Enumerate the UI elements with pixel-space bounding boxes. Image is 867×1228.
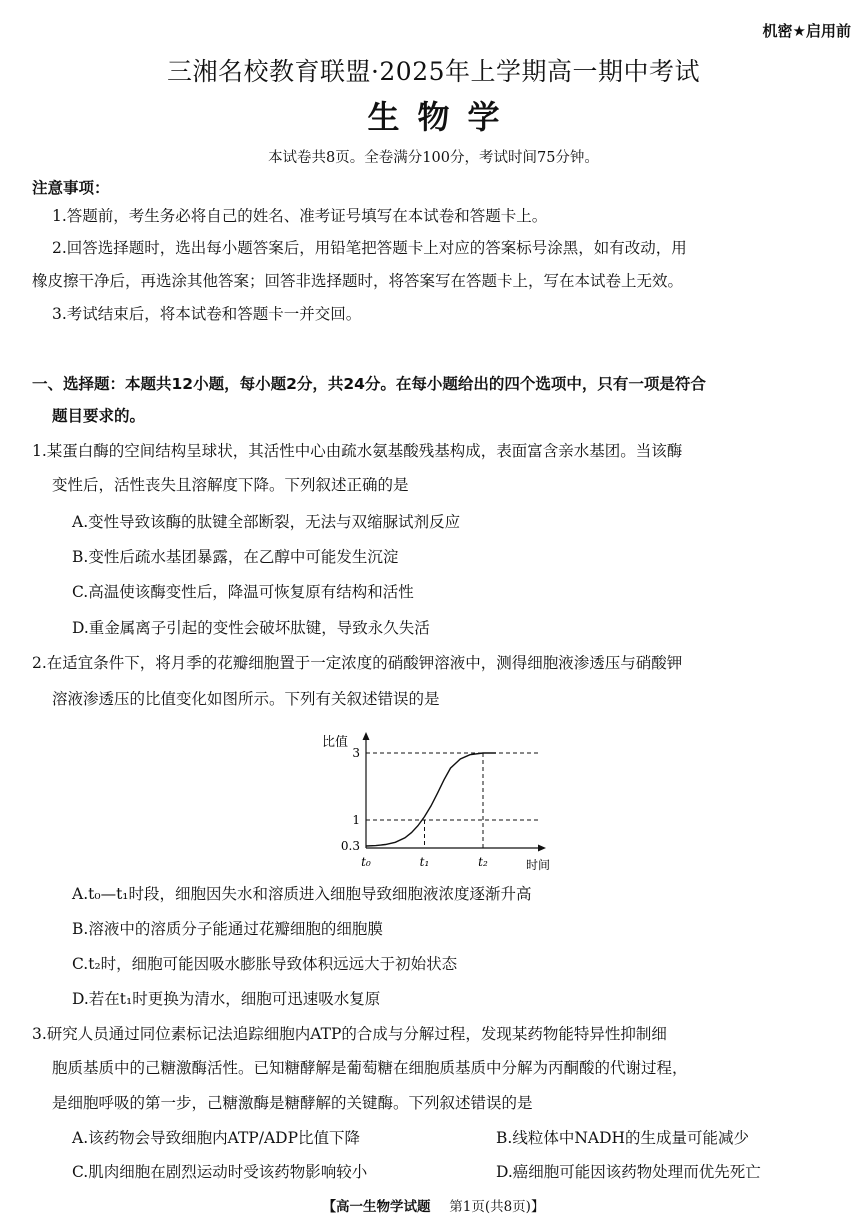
x-tick-label: t₂ <box>478 855 488 869</box>
y-tick-label: 3 <box>352 746 360 760</box>
x-axis-label: 时间 <box>526 858 551 872</box>
question-stem: 2.在适宜条件下，将月季的花瓣细胞置于一定浓度的硝酸钾溶液中，测得细胞液渗透压与硝酸钾 <box>32 654 683 672</box>
series-line <box>366 753 496 846</box>
footer-title: 【高一生物学试题 <box>322 1199 431 1215</box>
y-axis-label: 比值 <box>322 735 349 750</box>
option-a: A.该药物会导致细胞内ATP/ADP比值下降 <box>72 1129 361 1147</box>
option-d: D.重金属离子引起的变性会破坏肽键，导致永久失活 <box>72 619 430 637</box>
option-c: C.肌肉细胞在剧烈运动时受该药物影响较小 <box>72 1163 368 1181</box>
section-heading-cont: 题目要求的。 <box>52 407 146 425</box>
x-tick-label: t₁ <box>419 855 430 869</box>
option-d: D.若在t₁时更换为清水，细胞可迅速吸水复原 <box>72 990 381 1008</box>
section-heading: 一、选择题：本题共12小题，每小题2分，共24分。在每小题给出的四个选项中，只有一项是符合 <box>32 375 706 393</box>
note-item: 3.考试结束后，将本试卷和答题卡一并交回。 <box>52 305 362 323</box>
question-stem: 变性后，活性丧失且溶解度下降。下列叙述正确的是 <box>52 476 409 494</box>
question-stem: 1.某蛋白酶的空间结构呈球状，其活性中心由疏水氨基酸残基构成，表面富含亲水基团。当该酶 <box>32 442 683 460</box>
question-stem: 是细胞呼吸的第一步，己糖激酶是糖酵解的关键酶。下列叙述错误的是 <box>52 1094 533 1112</box>
option-c: C.高温使该酶变性后，降温可恢复原有结构和活性 <box>72 583 414 601</box>
option-b: B.变性后疏水基团暴露，在乙醇中可能发生沉淀 <box>72 548 399 566</box>
confidential-mark: 机密★启用前 <box>762 22 851 40</box>
option-b: B.溶液中的溶质分子能通过花瓣细胞的细胞膜 <box>72 920 383 938</box>
option-d: D.癌细胞可能因该药物处理而优先死亡 <box>496 1163 761 1181</box>
question-stem: 3.研究人员通过同位素标记法追踪细胞内ATP的合成与分解过程，发现某药物能特异性抑制细 <box>32 1025 667 1043</box>
option-b: B.线粒体中NADH的生成量可能减少 <box>496 1129 750 1147</box>
option-a: A.变性导致该酶的肽键全部断裂，无法与双缩脲试剂反应 <box>72 513 461 531</box>
option-a: A.t₀—t₁时段，细胞因失水和溶质进入细胞导致细胞液浓度逐渐升高 <box>72 885 532 903</box>
y-tick-label: 0.3 <box>340 839 360 853</box>
exam-title: 三湘名校教育联盟·2025年上学期高一期中考试 <box>166 57 701 86</box>
option-c: C.t₂时，细胞可能因吸水膨胀导致体积远远大于初始状态 <box>72 955 458 973</box>
subject-title: 生物学 <box>367 98 518 136</box>
exam-info: 本试卷共8页。全卷满分100分，考试时间75分钟。 <box>268 150 599 166</box>
y-tick-label: 1 <box>352 813 360 827</box>
chart-axes <box>363 732 547 852</box>
chart-guides <box>366 753 540 848</box>
page-footer <box>0 1195 867 1215</box>
note-item: 2.回答选择题时，选出每小题答案后，用铅笔把答题卡上对应的答案标号涂黑，如有改动，用 <box>52 239 687 257</box>
note-item: 1.答题前，考生务必将自己的姓名、准考证号填写在本试卷和答题卡上。 <box>52 207 548 225</box>
note-item: 橡皮擦干净后，再选涂其他答案；回答非选择题时，将答案写在答题卡上，写在本试卷上无效。 <box>32 272 684 290</box>
footer-page-number: 第1页(共8页)】 <box>449 1199 545 1215</box>
x-tick-label: t₀ <box>361 855 371 869</box>
osmotic-ratio-chart <box>300 726 570 876</box>
question-stem: 溶液渗透压的比值变化如图所示。下列有关叙述错误的是 <box>52 690 440 708</box>
notes-heading: 注意事项： <box>32 179 110 197</box>
question-stem: 胞质基质中的己糖激酶活性。已知糖酵解是葡萄糖在细胞质基质中分解为丙酮酸的代谢过程， <box>52 1059 688 1077</box>
